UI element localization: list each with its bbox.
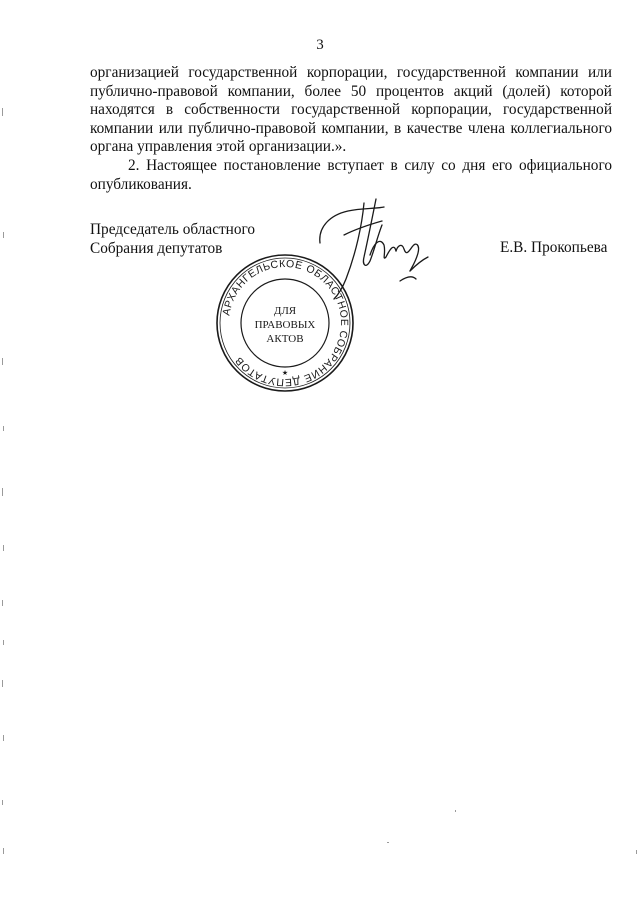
scan-speck [2,358,3,365]
scan-speck [3,426,4,431]
scan-speck [2,108,3,116]
scan-speck [2,680,3,687]
scan-speck [455,810,456,812]
scan-speck [3,735,4,741]
scan-speck [2,488,3,496]
official-seal [212,252,358,394]
svg-text:АРХАНГЕЛЬСКОЕ ОБЛАСТНОЕ СОБРАН: АРХАНГЕЛЬСКОЕ ОБЛАСТНОЕ СОБРАНИЕ ДЕПУТАТОВ [220,257,351,389]
svg-text:★: ★ [281,370,289,377]
svg-text:ДЛЯ: ДЛЯ [273,305,297,317]
scan-speck [3,232,4,238]
svg-text:АКТОВ: АКТОВ [266,333,304,345]
signer-position-line1: Председатель областного [90,221,256,238]
scan-speck [2,600,3,606]
signer-position-line2: Собрания депутатов [90,239,223,257]
paragraph-effective-date: 2. Настоящее постановление вступает в силу со дня его официального опубликования. [90,156,612,193]
scan-speck [387,842,389,843]
signer-name: Е.В. Прокопьева [500,239,608,256]
scan-speck [3,640,4,645]
paragraph-continuation: организацией государственной корпорации, государственной компании или публично-правовой компании, более 50 процентов акций (долей) которой находятся в собственности государственной корпорации, государственной компании или публично-правовой компании, в качестве члена коллегиального органа управления этой организации.». [90,64,612,156]
svg-text:ПРАВОВЫХ: ПРАВОВЫХ [254,319,316,331]
document-body [90,64,612,194]
scan-speck [2,800,3,805]
page-number: 3 [316,37,324,53]
scan-speck [3,545,4,551]
scan-speck [3,848,4,854]
scan-speck [636,850,637,854]
